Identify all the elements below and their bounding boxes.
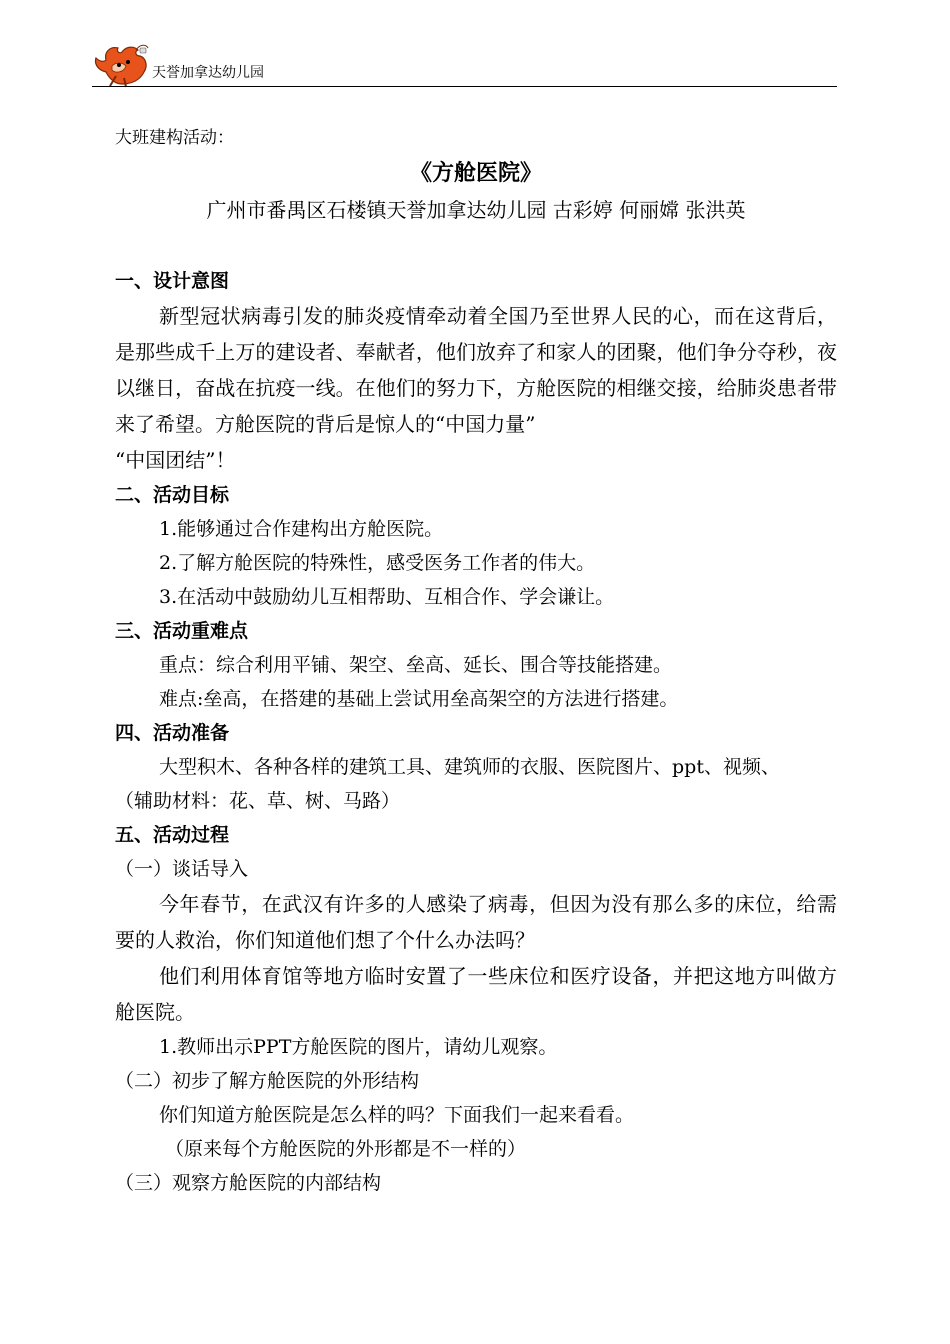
- goal-item: 1.能够通过合作建构出方舱医院。: [159, 518, 444, 540]
- section-heading-process: 五、活动过程: [115, 824, 230, 846]
- document-title: 《方舱医院》: [409, 161, 542, 186]
- difficult-point: 难点:垒高，在搭建的基础上尝试用垒高架空的方法进行搭建。: [159, 688, 679, 710]
- process-step: 1.教师出示PPT方舱医院的图片，请幼儿观察。: [159, 1036, 558, 1058]
- goal-item: 2.了解方舱医院的特殊性，感受医务工作者的伟大。: [159, 552, 596, 574]
- process-paragraph: 你们知道方舱医院是怎么样的吗？下面我们一起来看看。: [159, 1104, 635, 1126]
- key-point: 重点：综合利用平铺、架空、垒高、延长、围合等技能搭建。: [159, 654, 673, 676]
- page-header: [92, 42, 837, 88]
- process-paragraph: 他们利用体育馆等地方临时安置了一些床位和医疗设备，并把这地方叫做方舱医院。: [115, 964, 837, 1024]
- process-subheading-intro: （一）谈话导入: [115, 858, 249, 880]
- process-subheading-shape: （二）初步了解方舱医院的外形结构: [115, 1070, 420, 1092]
- goal-item: 3.在活动中鼓励幼儿互相帮助、互相合作、学会谦让。: [159, 586, 615, 608]
- preparation-paragraph-tail: （辅助材料：花、草、树、马路）: [115, 790, 401, 812]
- section-heading-goals: 二、活动目标: [115, 484, 230, 506]
- design-paragraph: 新型冠状病毒引发的肺炎疫情牵动着全国乃至世界人民的心，而在这背后，是那些成千上万的建设者、奉献者，他们放弃了和家人的团聚，他们争分夺秒，夜以继日，奋战在抗疫一线。在他们的努力下，方舱医院的相继交接，给肺炎患者带来了希望。方舱医院的背后是惊人的“中国力量”: [115, 304, 837, 436]
- cartoon-fox-logo-icon: [92, 42, 150, 88]
- preparation-paragraph: 大型积木、各种各样的建筑工具、建筑师的衣服、医院图片、ppt、视频、: [159, 756, 780, 778]
- process-note: （原来每个方舱医院的外形都是不一样的）: [165, 1138, 527, 1160]
- process-paragraph: 今年春节，在武汉有许多的人感染了病毒，但因为没有那么多的床位，给需要的人救治，你们知道他们想了个什么办法吗？: [115, 892, 837, 952]
- section-heading-key-points: 三、活动重难点: [115, 620, 249, 642]
- document-authors: 广州市番禺区石楼镇天誉加拿达幼儿园 古彩婷 何丽嫦 张洪英: [206, 198, 746, 222]
- document-body: [115, 120, 837, 1200]
- section-heading-preparation: 四、活动准备: [115, 722, 230, 744]
- school-name: 天誉加拿达幼儿园: [152, 65, 264, 81]
- process-subheading-interior: （三）观察方舱医院的内部结构: [115, 1172, 382, 1194]
- activity-label: 大班建构活动：: [115, 128, 234, 148]
- header-divider: [92, 86, 837, 87]
- spacer: [115, 228, 837, 264]
- design-paragraph-tail: “中国团结”！: [115, 448, 236, 472]
- section-heading-design: 一、设计意图: [115, 270, 230, 292]
